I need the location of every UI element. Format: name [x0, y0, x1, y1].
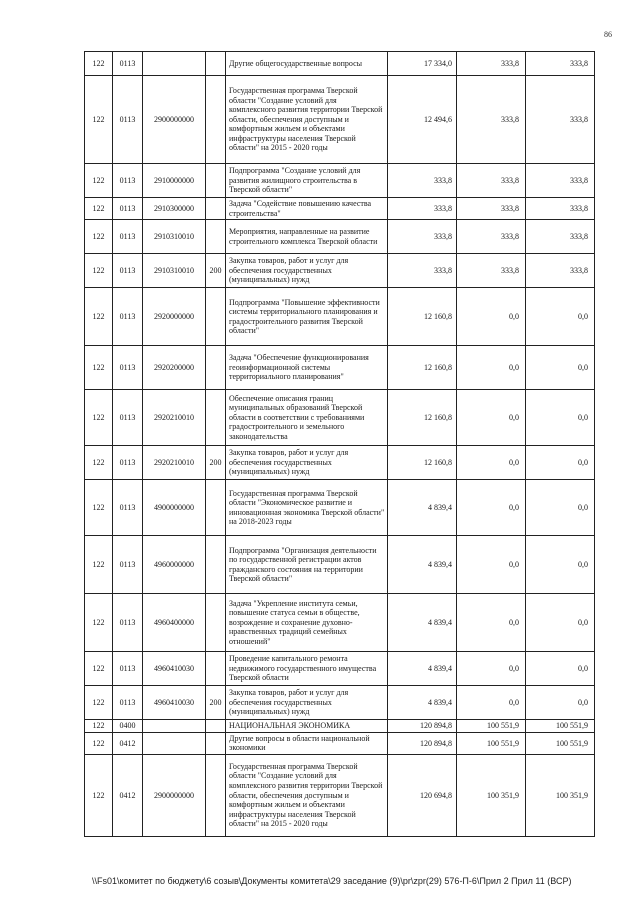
- section-code-cell: 0113: [113, 254, 143, 288]
- amount-year3-cell: 0,0: [526, 480, 595, 536]
- amount-year3-cell: 333,8: [526, 76, 595, 164]
- admin-code-cell: 122: [85, 754, 113, 836]
- section-code-cell: 0412: [113, 754, 143, 836]
- target-article-cell: [143, 732, 206, 754]
- amount-year2-cell: 0,0: [457, 288, 526, 346]
- description-cell: Задача "Обеспечение функционирования геоинформационной системы территориального планирования": [226, 346, 388, 390]
- table-body: [85, 52, 595, 837]
- amount-year3-cell: 333,8: [526, 220, 595, 254]
- table-row: [85, 76, 595, 164]
- amount-year1-cell: 4 839,4: [388, 536, 457, 594]
- expense-type-cell: [206, 198, 226, 220]
- budget-table: [84, 51, 595, 837]
- description-cell: Подпрограмма "Организация деятельности по государственной регистрации актов гражданского состояния на территории Тверской области": [226, 536, 388, 594]
- expense-type-cell: 200: [206, 686, 226, 720]
- expense-type-cell: [206, 732, 226, 754]
- section-code-cell: 0113: [113, 52, 143, 76]
- table-row: [85, 390, 595, 446]
- amount-year2-cell: 0,0: [457, 652, 526, 686]
- amount-year2-cell: 0,0: [457, 390, 526, 446]
- admin-code-cell: 122: [85, 652, 113, 686]
- amount-year3-cell: 100 551,9: [526, 732, 595, 754]
- amount-year2-cell: 0,0: [457, 446, 526, 480]
- amount-year3-cell: 0,0: [526, 536, 595, 594]
- amount-year3-cell: 100 551,9: [526, 720, 595, 733]
- admin-code-cell: 122: [85, 288, 113, 346]
- footer-file-path: \\Fs01\комитет по бюджету\6 созыв\Документы комитета\29 заседание (9)\pr\zpr(29) 576-П-6\Прил 2 Прил 11 (ВСР): [92, 876, 572, 886]
- expense-type-cell: [206, 720, 226, 733]
- table-row: [85, 254, 595, 288]
- section-code-cell: 0113: [113, 288, 143, 346]
- table-row: [85, 220, 595, 254]
- target-article-cell: [143, 720, 206, 733]
- target-article-cell: 4960400000: [143, 594, 206, 652]
- table-row: [85, 652, 595, 686]
- target-article-cell: 2920000000: [143, 288, 206, 346]
- amount-year2-cell: 0,0: [457, 536, 526, 594]
- admin-code-cell: 122: [85, 52, 113, 76]
- amount-year1-cell: 12 160,8: [388, 288, 457, 346]
- description-cell: Задача "Укрепление института семьи, повышение статуса семьи в обществе, возрождение и сохранение духовно-нравственных традиций семейных отношений": [226, 594, 388, 652]
- section-code-cell: 0113: [113, 76, 143, 164]
- expense-type-cell: [206, 220, 226, 254]
- target-article-cell: 2920210010: [143, 390, 206, 446]
- amount-year2-cell: 100 551,9: [457, 720, 526, 733]
- expense-type-cell: [206, 346, 226, 390]
- description-cell: Закупка товаров, работ и услуг для обеспечения государственных (муниципальных) нужд: [226, 254, 388, 288]
- table-row: [85, 720, 595, 733]
- table-row: [85, 754, 595, 836]
- amount-year1-cell: 12 160,8: [388, 446, 457, 480]
- admin-code-cell: 122: [85, 76, 113, 164]
- target-article-cell: 2910310010: [143, 220, 206, 254]
- expense-type-cell: [206, 536, 226, 594]
- amount-year1-cell: 333,8: [388, 198, 457, 220]
- section-code-cell: 0113: [113, 164, 143, 198]
- section-code-cell: 0113: [113, 536, 143, 594]
- table-row: [85, 164, 595, 198]
- expense-type-cell: [206, 52, 226, 76]
- description-cell: Проведение капитального ремонта недвижимого государственного имущества Тверской области: [226, 652, 388, 686]
- expense-type-cell: [206, 754, 226, 836]
- expense-type-cell: 200: [206, 254, 226, 288]
- description-cell: Подпрограмма "Создание условий для развития жилищного строительства в Тверской области": [226, 164, 388, 198]
- table-row: [85, 198, 595, 220]
- admin-code-cell: 122: [85, 480, 113, 536]
- page-number: 86: [604, 30, 612, 39]
- expense-type-cell: [206, 480, 226, 536]
- admin-code-cell: 122: [85, 346, 113, 390]
- table-row: [85, 686, 595, 720]
- target-article-cell: 2910310010: [143, 254, 206, 288]
- expense-type-cell: 200: [206, 446, 226, 480]
- amount-year2-cell: 100 551,9: [457, 732, 526, 754]
- description-cell: Обеспечение описания границ муниципальных образований Тверской области в соответствии с требованиями градостроительного и земельного законодательства: [226, 390, 388, 446]
- section-code-cell: 0113: [113, 198, 143, 220]
- expense-type-cell: [206, 288, 226, 346]
- target-article-cell: 2900000000: [143, 754, 206, 836]
- amount-year3-cell: 0,0: [526, 594, 595, 652]
- amount-year3-cell: 0,0: [526, 652, 595, 686]
- description-cell: Закупка товаров, работ и услуг для обеспечения государственных (муниципальных) нужд: [226, 686, 388, 720]
- amount-year2-cell: 333,8: [457, 254, 526, 288]
- amount-year3-cell: 100 351,9: [526, 754, 595, 836]
- amount-year2-cell: 100 351,9: [457, 754, 526, 836]
- amount-year1-cell: 120 894,8: [388, 720, 457, 733]
- admin-code-cell: 122: [85, 732, 113, 754]
- amount-year2-cell: 333,8: [457, 220, 526, 254]
- description-cell: Другие вопросы в области национальной экономики: [226, 732, 388, 754]
- admin-code-cell: 122: [85, 164, 113, 198]
- amount-year3-cell: 333,8: [526, 198, 595, 220]
- description-cell: Задача "Содействие повышению качества строительства": [226, 198, 388, 220]
- table-row: [85, 288, 595, 346]
- amount-year2-cell: 0,0: [457, 594, 526, 652]
- section-code-cell: 0113: [113, 652, 143, 686]
- admin-code-cell: 122: [85, 720, 113, 733]
- target-article-cell: 4960000000: [143, 536, 206, 594]
- target-article-cell: 4900000000: [143, 480, 206, 536]
- expense-type-cell: [206, 594, 226, 652]
- section-code-cell: 0113: [113, 346, 143, 390]
- target-article-cell: 4960410030: [143, 686, 206, 720]
- section-code-cell: 0400: [113, 720, 143, 733]
- target-article-cell: 4960410030: [143, 652, 206, 686]
- amount-year3-cell: 0,0: [526, 390, 595, 446]
- table-row: [85, 346, 595, 390]
- amount-year2-cell: 333,8: [457, 164, 526, 198]
- amount-year3-cell: 333,8: [526, 254, 595, 288]
- section-code-cell: 0412: [113, 732, 143, 754]
- table-row: [85, 480, 595, 536]
- table-row: [85, 594, 595, 652]
- amount-year3-cell: 333,8: [526, 52, 595, 76]
- target-article-cell: 2910000000: [143, 164, 206, 198]
- target-article-cell: 2920200000: [143, 346, 206, 390]
- section-code-cell: 0113: [113, 594, 143, 652]
- description-cell: Государственная программа Тверской области "Экономическое развитие и инновационная экономика Тверской области" на 2018-2023 годы: [226, 480, 388, 536]
- amount-year1-cell: 4 839,4: [388, 686, 457, 720]
- amount-year1-cell: 4 839,4: [388, 594, 457, 652]
- amount-year1-cell: 120 894,8: [388, 732, 457, 754]
- amount-year1-cell: 12 160,8: [388, 390, 457, 446]
- amount-year3-cell: 333,8: [526, 164, 595, 198]
- section-code-cell: 0113: [113, 220, 143, 254]
- admin-code-cell: 122: [85, 446, 113, 480]
- amount-year2-cell: 333,8: [457, 76, 526, 164]
- expense-type-cell: [206, 76, 226, 164]
- amount-year1-cell: 333,8: [388, 164, 457, 198]
- expense-type-cell: [206, 390, 226, 446]
- table-row: [85, 446, 595, 480]
- description-cell: Мероприятия, направленные на развитие строительного комплекса Тверской области: [226, 220, 388, 254]
- description-cell: Закупка товаров, работ и услуг для обеспечения государственных (муниципальных) нужд: [226, 446, 388, 480]
- section-code-cell: 0113: [113, 686, 143, 720]
- amount-year1-cell: 4 839,4: [388, 652, 457, 686]
- table-row: [85, 536, 595, 594]
- amount-year1-cell: 12 160,8: [388, 346, 457, 390]
- amount-year3-cell: 0,0: [526, 446, 595, 480]
- amount-year3-cell: 0,0: [526, 346, 595, 390]
- section-code-cell: 0113: [113, 446, 143, 480]
- amount-year1-cell: 17 334,0: [388, 52, 457, 76]
- amount-year2-cell: 0,0: [457, 480, 526, 536]
- description-cell: Подпрограмма "Повышение эффективности системы территориального планирования и градостроительного развития Тверской области": [226, 288, 388, 346]
- table-row: [85, 732, 595, 754]
- admin-code-cell: 122: [85, 198, 113, 220]
- amount-year1-cell: 333,8: [388, 254, 457, 288]
- admin-code-cell: 122: [85, 254, 113, 288]
- section-code-cell: 0113: [113, 390, 143, 446]
- expense-type-cell: [206, 164, 226, 198]
- amount-year2-cell: 333,8: [457, 52, 526, 76]
- admin-code-cell: 122: [85, 390, 113, 446]
- amount-year2-cell: 333,8: [457, 198, 526, 220]
- admin-code-cell: 122: [85, 536, 113, 594]
- admin-code-cell: 122: [85, 686, 113, 720]
- amount-year1-cell: 333,8: [388, 220, 457, 254]
- target-article-cell: [143, 52, 206, 76]
- amount-year3-cell: 0,0: [526, 686, 595, 720]
- description-cell: Государственная программа Тверской области "Создание условий для комплексного развития территории Тверской области, обеспечения доступным и комфортным жильем и объектами инфраструктуры населения Тверской области" на 2015 - 2020 годы: [226, 76, 388, 164]
- amount-year2-cell: 0,0: [457, 686, 526, 720]
- section-code-cell: 0113: [113, 480, 143, 536]
- target-article-cell: 2910300000: [143, 198, 206, 220]
- description-cell: НАЦИОНАЛЬНАЯ ЭКОНОМИКА: [226, 720, 388, 733]
- expense-type-cell: [206, 652, 226, 686]
- target-article-cell: 2900000000: [143, 76, 206, 164]
- amount-year1-cell: 120 694,8: [388, 754, 457, 836]
- amount-year3-cell: 0,0: [526, 288, 595, 346]
- amount-year1-cell: 4 839,4: [388, 480, 457, 536]
- amount-year2-cell: 0,0: [457, 346, 526, 390]
- description-cell: Другие общегосударственные вопросы: [226, 52, 388, 76]
- table-row: [85, 52, 595, 76]
- admin-code-cell: 122: [85, 220, 113, 254]
- amount-year1-cell: 12 494,6: [388, 76, 457, 164]
- admin-code-cell: 122: [85, 594, 113, 652]
- target-article-cell: 2920210010: [143, 446, 206, 480]
- description-cell: Государственная программа Тверской области "Создание условий для комплексного развития территории Тверской области, обеспечения доступным и комфортным жильем и объектами инфраструктуры населения Тверской области" на 2015 - 2020 годы: [226, 754, 388, 836]
